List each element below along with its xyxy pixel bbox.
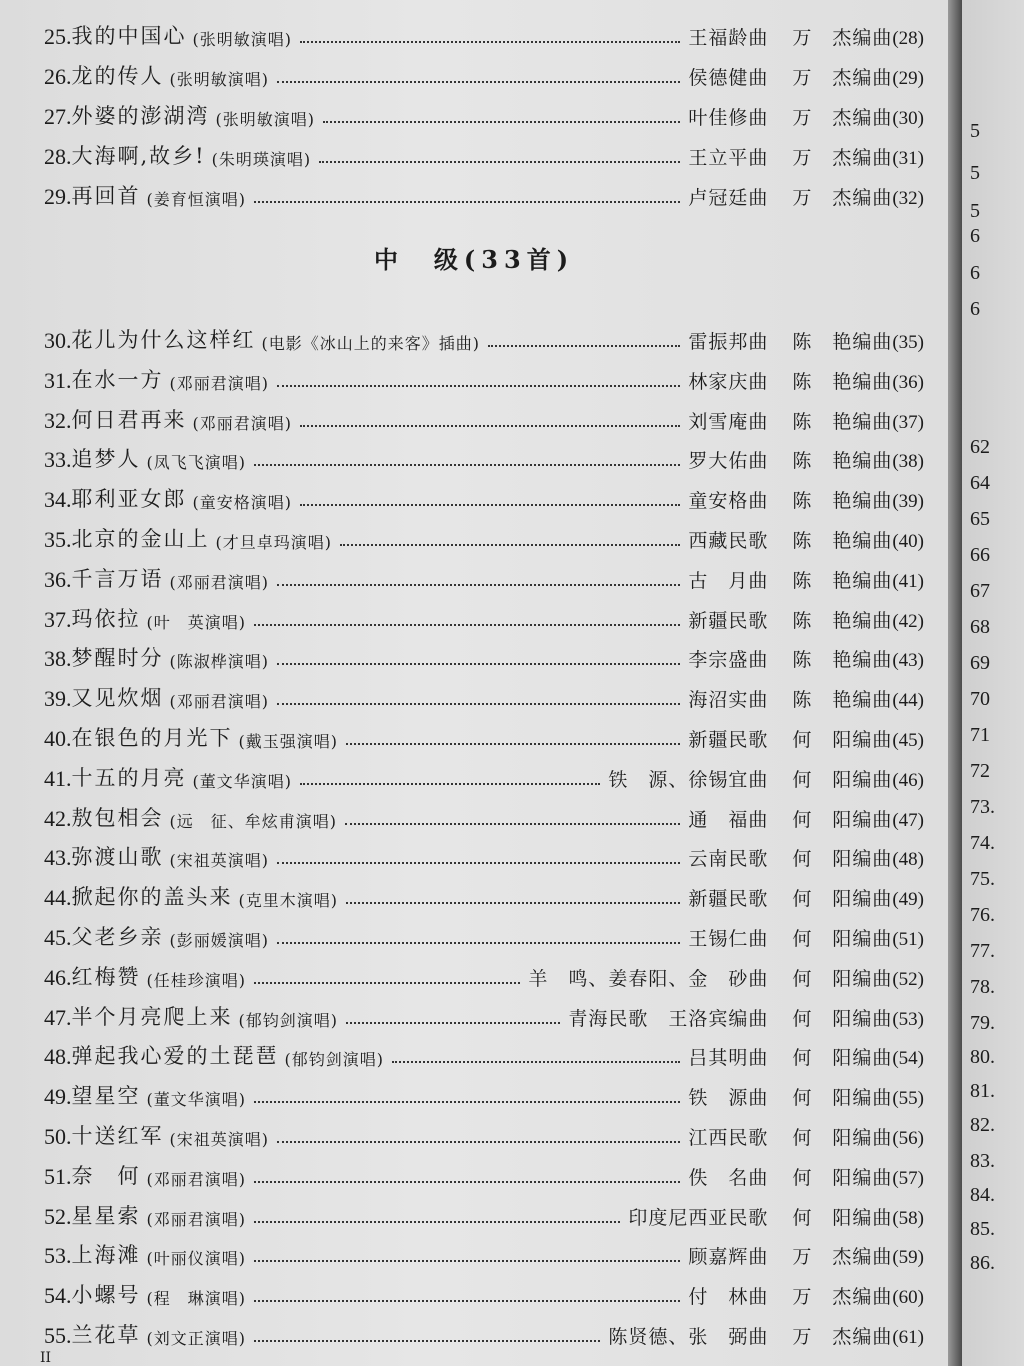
entry-composer: 罗大佑曲 (688, 450, 769, 473)
toc-entry (44, 879, 924, 911)
adjacent-page-number: 73. (970, 796, 995, 818)
entry-page-number: (48) (892, 849, 924, 871)
leader-dots (254, 201, 680, 203)
entry-composer: 新疆民歌 (688, 729, 769, 751)
adjacent-page-number: 6 (970, 225, 980, 247)
entry-arranger: 何 阳编曲 (792, 848, 893, 871)
entry-title: 我的中国心 (71, 24, 187, 48)
adjacent-page-number: 62 (970, 436, 990, 458)
entry-performer-note: (程 琳演唱) (146, 1289, 246, 1309)
entry-page-number: (56) (892, 1128, 924, 1149)
leader-dots (345, 823, 680, 825)
entry-title: 敖包相会 (71, 805, 164, 830)
entry-page-number: (58) (892, 1207, 924, 1229)
entry-page-number: (53) (892, 1008, 924, 1030)
entry-composer: 王福龄曲 (688, 27, 769, 49)
entry-arranger: 何 阳编曲 (792, 1087, 893, 1110)
entry-composer: 海沼实曲 (688, 689, 769, 712)
entry-arranger: 万 杰编曲 (792, 1286, 893, 1309)
entry-page-number: (39) (892, 491, 924, 513)
entry-page-number: (47) (892, 809, 924, 831)
entry-number: 52. (44, 1203, 72, 1229)
entry-arranger: 陈 艳编曲 (792, 450, 893, 473)
entry-page-number: (40) (892, 531, 924, 552)
entry-page-number: (32) (892, 188, 924, 209)
entry-title: 千言万语 (71, 566, 164, 591)
leader-dots (300, 783, 600, 785)
toc-entry (44, 1277, 924, 1309)
entry-arranger: 何 阳编曲 (792, 1127, 893, 1149)
entry-title: 何日君再来 (71, 407, 187, 432)
toc-entry (44, 1198, 924, 1230)
toc-entry (44, 322, 924, 354)
toc-entry (44, 640, 924, 672)
leader-dots (277, 584, 680, 586)
entry-performer-note: (董文华演唱) (146, 1090, 246, 1110)
entry-arranger: 何 阳编曲 (792, 768, 893, 791)
entry-composer: 叶佳修曲 (688, 107, 769, 129)
entry-arranger: 万 杰编曲 (792, 147, 893, 169)
entry-arranger: 万 杰编曲 (792, 67, 893, 89)
entry-title: 北京的金山上 (71, 527, 210, 551)
entry-composer: 通 福曲 (688, 808, 769, 831)
toc-entry (44, 800, 924, 832)
entry-performer-note: (戴玉强演唱) (238, 732, 338, 751)
entry-arranger: 何 阳编曲 (792, 808, 893, 831)
entry-composer: 铁 源曲 (688, 1087, 769, 1110)
entry-title: 十送红军 (71, 1124, 164, 1148)
adjacent-page-number: 65 (970, 508, 990, 530)
entry-composer: 新疆民歌 (688, 609, 769, 632)
entry-page-number: (37) (892, 411, 924, 433)
toc-entry (44, 1078, 924, 1110)
adjacent-page-number: 72 (970, 760, 990, 782)
entry-page-number: (28) (892, 28, 924, 49)
entry-title: 大海啊,故乡! (71, 144, 206, 168)
entry-arranger: 万 杰编曲 (792, 187, 893, 209)
entry-performer-note: (彭丽媛演唱) (169, 931, 269, 950)
leader-dots (277, 703, 680, 705)
adjacent-page-number: 67 (970, 580, 990, 602)
entry-title: 龙的传人 (71, 64, 164, 88)
entry-arranger: 陈 艳编曲 (792, 689, 893, 712)
entry-number: 43. (44, 845, 72, 871)
entry-number: 48. (44, 1044, 72, 1070)
entry-performer-note: (克里木演唱) (238, 891, 338, 911)
entry-composer: 古 月曲 (688, 569, 769, 592)
entry-performer-note: (张明敏演唱) (215, 110, 315, 129)
entry-composer: 青海民歌 王洛宾编曲 (568, 1007, 769, 1030)
entry-arranger: 陈 艳编曲 (792, 410, 893, 433)
entry-title: 在水一方 (71, 367, 164, 392)
entry-performer-note: (邓丽君演唱) (169, 373, 269, 393)
toc-entry (44, 561, 924, 593)
entry-title: 兰花草 (71, 1323, 141, 1347)
adjacent-page-number: 75. (970, 868, 995, 890)
entry-composer: 印度尼西亚民歌 (628, 1206, 769, 1229)
entry-arranger: 陈 艳编曲 (792, 490, 893, 513)
entry-performer-note: (叶 英演唱) (146, 612, 246, 632)
entry-composer: 王立平曲 (688, 147, 769, 169)
leader-dots (254, 1221, 620, 1223)
toc-entry (44, 760, 924, 792)
entry-page-number: (49) (892, 889, 924, 911)
entry-composer: 顾嘉辉曲 (688, 1246, 769, 1269)
entry-title: 父老乡亲 (71, 925, 164, 949)
entry-title: 十五的月亮 (71, 765, 187, 790)
adjacent-page-number: 78. (970, 976, 995, 998)
entry-number: 40. (44, 726, 72, 751)
entry-arranger: 陈 艳编曲 (792, 569, 893, 592)
entry-page-number: (36) (892, 371, 924, 393)
entry-arranger: 何 阳编曲 (792, 1206, 893, 1229)
entry-performer-note: (邓丽君演唱) (146, 1209, 246, 1229)
leader-dots (277, 862, 680, 864)
entry-number: 37. (44, 606, 72, 632)
entry-page-number: (46) (892, 769, 924, 791)
toc-entry (44, 18, 924, 50)
entry-number: 53. (44, 1243, 72, 1269)
entry-arranger: 陈 艳编曲 (792, 331, 893, 353)
entry-arranger: 万 杰编曲 (792, 1326, 893, 1348)
entry-number: 47. (44, 1004, 72, 1030)
section-header: 中 级(33首) (373, 245, 575, 274)
leader-dots (392, 1061, 680, 1063)
leader-dots (277, 81, 680, 83)
entry-number: 46. (44, 964, 72, 990)
adjacent-page-number: 85. (970, 1218, 995, 1240)
entry-performer-note: (童安格演唱) (192, 493, 292, 513)
entry-page-number: (29) (892, 68, 924, 89)
entry-title: 又见炊烟 (71, 686, 164, 711)
leader-dots (277, 385, 680, 387)
leader-dots (277, 942, 680, 944)
entry-performer-note: (陈淑桦演唱) (169, 652, 269, 672)
entry-performer-note: (才旦卓玛演唱) (215, 533, 332, 552)
entry-composer: 新疆民歌 (688, 888, 769, 911)
entry-page-number: (61) (892, 1327, 924, 1348)
entry-arranger: 万 杰编曲 (792, 107, 893, 129)
entry-number: 41. (44, 765, 72, 791)
adjacent-page-number: 70 (970, 688, 990, 710)
toc-entry (44, 521, 924, 553)
adjacent-page-number: 71 (970, 724, 990, 746)
leader-dots (346, 1022, 560, 1024)
entry-performer-note: (郁钧剑演唱) (284, 1050, 384, 1070)
adjacent-page-number: 6 (970, 262, 980, 284)
entry-arranger: 何 阳编曲 (792, 1047, 893, 1070)
entry-page-number: (51) (892, 929, 924, 950)
entry-composer: 西藏民歌 (688, 530, 769, 552)
entry-composer: 佚 名曲 (688, 1166, 769, 1189)
entry-number: 49. (44, 1084, 72, 1110)
toc-entry (44, 1317, 924, 1349)
leader-dots (254, 464, 680, 466)
entry-composer: 云南民歌 (688, 848, 769, 871)
entry-performer-note: (朱明瑛演唱) (211, 150, 312, 169)
adjacent-page-number: 77. (970, 940, 995, 962)
leader-dots (254, 1300, 680, 1302)
entry-title: 玛依拉 (71, 606, 141, 631)
entry-composer: 王锡仁曲 (688, 928, 769, 950)
leader-dots (300, 504, 680, 506)
adjacent-page-number: 64 (970, 472, 990, 494)
adjacent-page-number: 82. (970, 1114, 995, 1136)
entry-page-number: (41) (892, 570, 924, 592)
toc-entry (44, 1118, 924, 1150)
entry-title: 追梦人 (71, 447, 141, 472)
entry-number: 55. (44, 1323, 72, 1348)
entry-number: 51. (44, 1163, 72, 1189)
leader-dots (488, 345, 680, 347)
adjacent-page-number: 69 (970, 652, 990, 674)
entry-arranger: 何 阳编曲 (792, 888, 893, 911)
entry-title: 梦醒时分 (71, 646, 164, 671)
toc-entry (44, 58, 924, 90)
entry-composer: 付 林曲 (688, 1286, 769, 1309)
toc-entry (44, 98, 924, 130)
adjacent-page-number: 80. (970, 1046, 995, 1068)
adjacent-page-number: 5 (970, 120, 980, 142)
adjacent-page-number: 79. (970, 1012, 995, 1034)
entry-page-number: (45) (892, 730, 924, 751)
entry-arranger: 陈 艳编曲 (792, 530, 893, 552)
entry-number: 54. (44, 1283, 72, 1309)
entry-title: 耶利亚女郎 (71, 487, 187, 512)
entry-arranger: 何 阳编曲 (792, 729, 893, 751)
entry-performer-note: (宋祖英演唱) (169, 1130, 269, 1149)
entry-number: 38. (44, 646, 72, 672)
entry-performer-note: (远 征、牟炫甫演唱) (169, 811, 337, 831)
entry-performer-note: (凤飞飞演唱) (146, 453, 246, 473)
adjacent-page-number: 68 (970, 616, 990, 638)
entry-number: 25. (44, 24, 72, 49)
leader-dots (254, 982, 520, 984)
entry-title: 奈 何 (71, 1163, 141, 1188)
leader-dots (300, 425, 680, 427)
toc-entry (44, 720, 924, 752)
entry-page-number: (43) (892, 650, 924, 672)
toc-entry (44, 178, 924, 210)
entry-number: 30. (44, 328, 72, 353)
toc-entry (44, 1038, 924, 1070)
toc-entry (44, 441, 924, 473)
leader-dots (254, 1101, 680, 1103)
leader-dots (254, 624, 680, 626)
adjacent-page-number: 83. (970, 1150, 995, 1172)
toc-entry (44, 919, 924, 951)
entry-number: 42. (44, 805, 72, 831)
entry-page-number: (42) (892, 610, 924, 632)
entry-page-number: (55) (892, 1088, 924, 1110)
entry-performer-note: (任桂珍演唱) (146, 970, 246, 990)
entry-arranger: 万 杰编曲 (792, 1246, 893, 1269)
page-corner-mark: II (40, 1350, 52, 1366)
entry-performer-note: (叶丽仪演唱) (146, 1249, 246, 1269)
entry-number: 28. (44, 144, 72, 169)
entry-performer-note: (姜育恒演唱) (146, 190, 246, 209)
book-gutter (948, 0, 962, 1366)
adjacent-page-number: 84. (970, 1184, 995, 1206)
entry-performer-note: (郁钧剑演唱) (238, 1010, 338, 1030)
entry-title: 花儿为什么这样红 (71, 328, 256, 352)
toc-entry (44, 999, 924, 1031)
entry-performer-note: (张明敏演唱) (169, 70, 269, 89)
entry-title: 弥渡山歌 (71, 845, 164, 870)
adjacent-page-number: 74. (970, 832, 995, 854)
entry-arranger: 何 阳编曲 (792, 967, 893, 990)
entry-title: 小螺号 (71, 1283, 141, 1308)
entry-title: 再回首 (71, 184, 141, 208)
adjacent-page-number: 81. (970, 1080, 995, 1102)
entry-number: 33. (44, 447, 72, 473)
leader-dots (319, 161, 680, 163)
entry-title: 在银色的月光下 (71, 726, 233, 750)
toc-entry (44, 138, 924, 170)
toc-entry (44, 481, 924, 513)
entry-composer: 铁 源、徐锡宜曲 (608, 768, 769, 791)
entry-arranger: 陈 艳编曲 (792, 649, 893, 672)
entry-composer: 童安格曲 (688, 490, 769, 513)
entry-title: 红梅赞 (71, 964, 141, 989)
entry-page-number: (54) (892, 1048, 924, 1070)
entry-performer-note: (邓丽君演唱) (146, 1169, 246, 1189)
entry-composer: 羊 鸣、姜春阳、金 砂曲 (528, 967, 769, 990)
entry-arranger: 何 阳编曲 (792, 1007, 893, 1030)
toc-entry (44, 402, 924, 434)
entry-composer: 林家庆曲 (688, 370, 769, 393)
leader-dots (300, 41, 680, 43)
entry-performer-note: (宋祖英演唱) (169, 851, 269, 871)
entry-performer-note: (邓丽君演唱) (192, 413, 292, 433)
entry-number: 50. (44, 1124, 72, 1149)
entry-number: 26. (44, 64, 72, 89)
entry-performer-note: (邓丽君演唱) (169, 692, 269, 712)
entry-page-number: (31) (892, 148, 924, 169)
entry-composer: 卢冠廷曲 (688, 187, 769, 209)
entry-title: 外婆的澎湖湾 (71, 104, 210, 128)
entry-page-number: (44) (892, 690, 924, 712)
leader-dots (346, 902, 680, 904)
entry-arranger: 陈 艳编曲 (792, 609, 893, 632)
entry-performer-note: (电影《冰山上的来客》插曲) (261, 334, 480, 353)
leader-dots (277, 1141, 680, 1143)
entry-arranger: 陈 艳编曲 (792, 370, 893, 393)
entry-number: 44. (44, 885, 72, 911)
entry-number: 29. (44, 184, 72, 209)
entry-performer-note: (张明敏演唱) (192, 30, 292, 49)
toc-entry (44, 839, 924, 871)
entry-composer: 吕其明曲 (688, 1047, 769, 1070)
entry-page-number: (38) (892, 451, 924, 473)
toc-entry (44, 1237, 924, 1269)
toc-entry (44, 601, 924, 633)
adjacent-page-number: 86. (970, 1252, 995, 1274)
entry-composer: 侯德健曲 (688, 67, 769, 89)
leader-dots (254, 1181, 680, 1183)
leader-dots (254, 1340, 600, 1342)
entry-page-number: (60) (892, 1287, 924, 1309)
entry-page-number: (52) (892, 968, 924, 990)
entry-composer: 陈贤德、张 弼曲 (608, 1326, 769, 1348)
leader-dots (254, 1260, 680, 1262)
leader-dots (346, 743, 680, 745)
entry-composer: 刘雪庵曲 (688, 410, 769, 433)
entry-page-number: (30) (892, 108, 924, 129)
leader-dots (340, 544, 680, 546)
entry-title: 半个月亮爬上来 (71, 1004, 233, 1029)
entry-number: 35. (44, 527, 72, 552)
entry-title: 上海滩 (71, 1243, 141, 1268)
entry-composer: 雷振邦曲 (688, 331, 769, 353)
entry-page-number: (59) (892, 1247, 924, 1269)
entry-number: 27. (44, 104, 72, 129)
entry-title: 弹起我心爱的土琵琶 (71, 1044, 279, 1069)
entry-page-number: (57) (892, 1167, 924, 1189)
entry-number: 39. (44, 686, 72, 712)
entry-page-number: (35) (892, 332, 924, 353)
toc-entry (44, 362, 924, 394)
entry-performer-note: (邓丽君演唱) (169, 572, 269, 592)
entry-title: 掀起你的盖头来 (71, 885, 233, 910)
leader-dots (323, 121, 680, 123)
entry-number: 36. (44, 566, 72, 592)
toc-entry (44, 1158, 924, 1190)
toc-entry (44, 959, 924, 991)
entry-number: 32. (44, 407, 72, 433)
entry-arranger: 何 阳编曲 (792, 928, 893, 950)
entry-number: 45. (44, 925, 72, 950)
entry-arranger: 何 阳编曲 (792, 1166, 893, 1189)
adjacent-page (962, 0, 1024, 1366)
adjacent-page-number: 5 (970, 162, 980, 184)
entry-performer-note: (董文华演唱) (192, 771, 292, 791)
entry-number: 31. (44, 367, 72, 393)
adjacent-page-number: 5 (970, 200, 980, 222)
adjacent-page-number: 66 (970, 544, 990, 566)
leader-dots (277, 663, 680, 665)
entry-arranger: 万 杰编曲 (792, 27, 893, 49)
toc-entry (44, 680, 924, 712)
entry-composer: 李宗盛曲 (688, 649, 769, 672)
adjacent-page-number: 76. (970, 904, 995, 926)
entry-title: 星星索 (71, 1203, 141, 1228)
entry-performer-note: (刘文正演唱) (146, 1329, 246, 1348)
entry-composer: 江西民歌 (688, 1127, 769, 1149)
entry-number: 34. (44, 487, 72, 513)
adjacent-page-number: 6 (970, 298, 980, 320)
entry-title: 望星空 (71, 1084, 141, 1109)
